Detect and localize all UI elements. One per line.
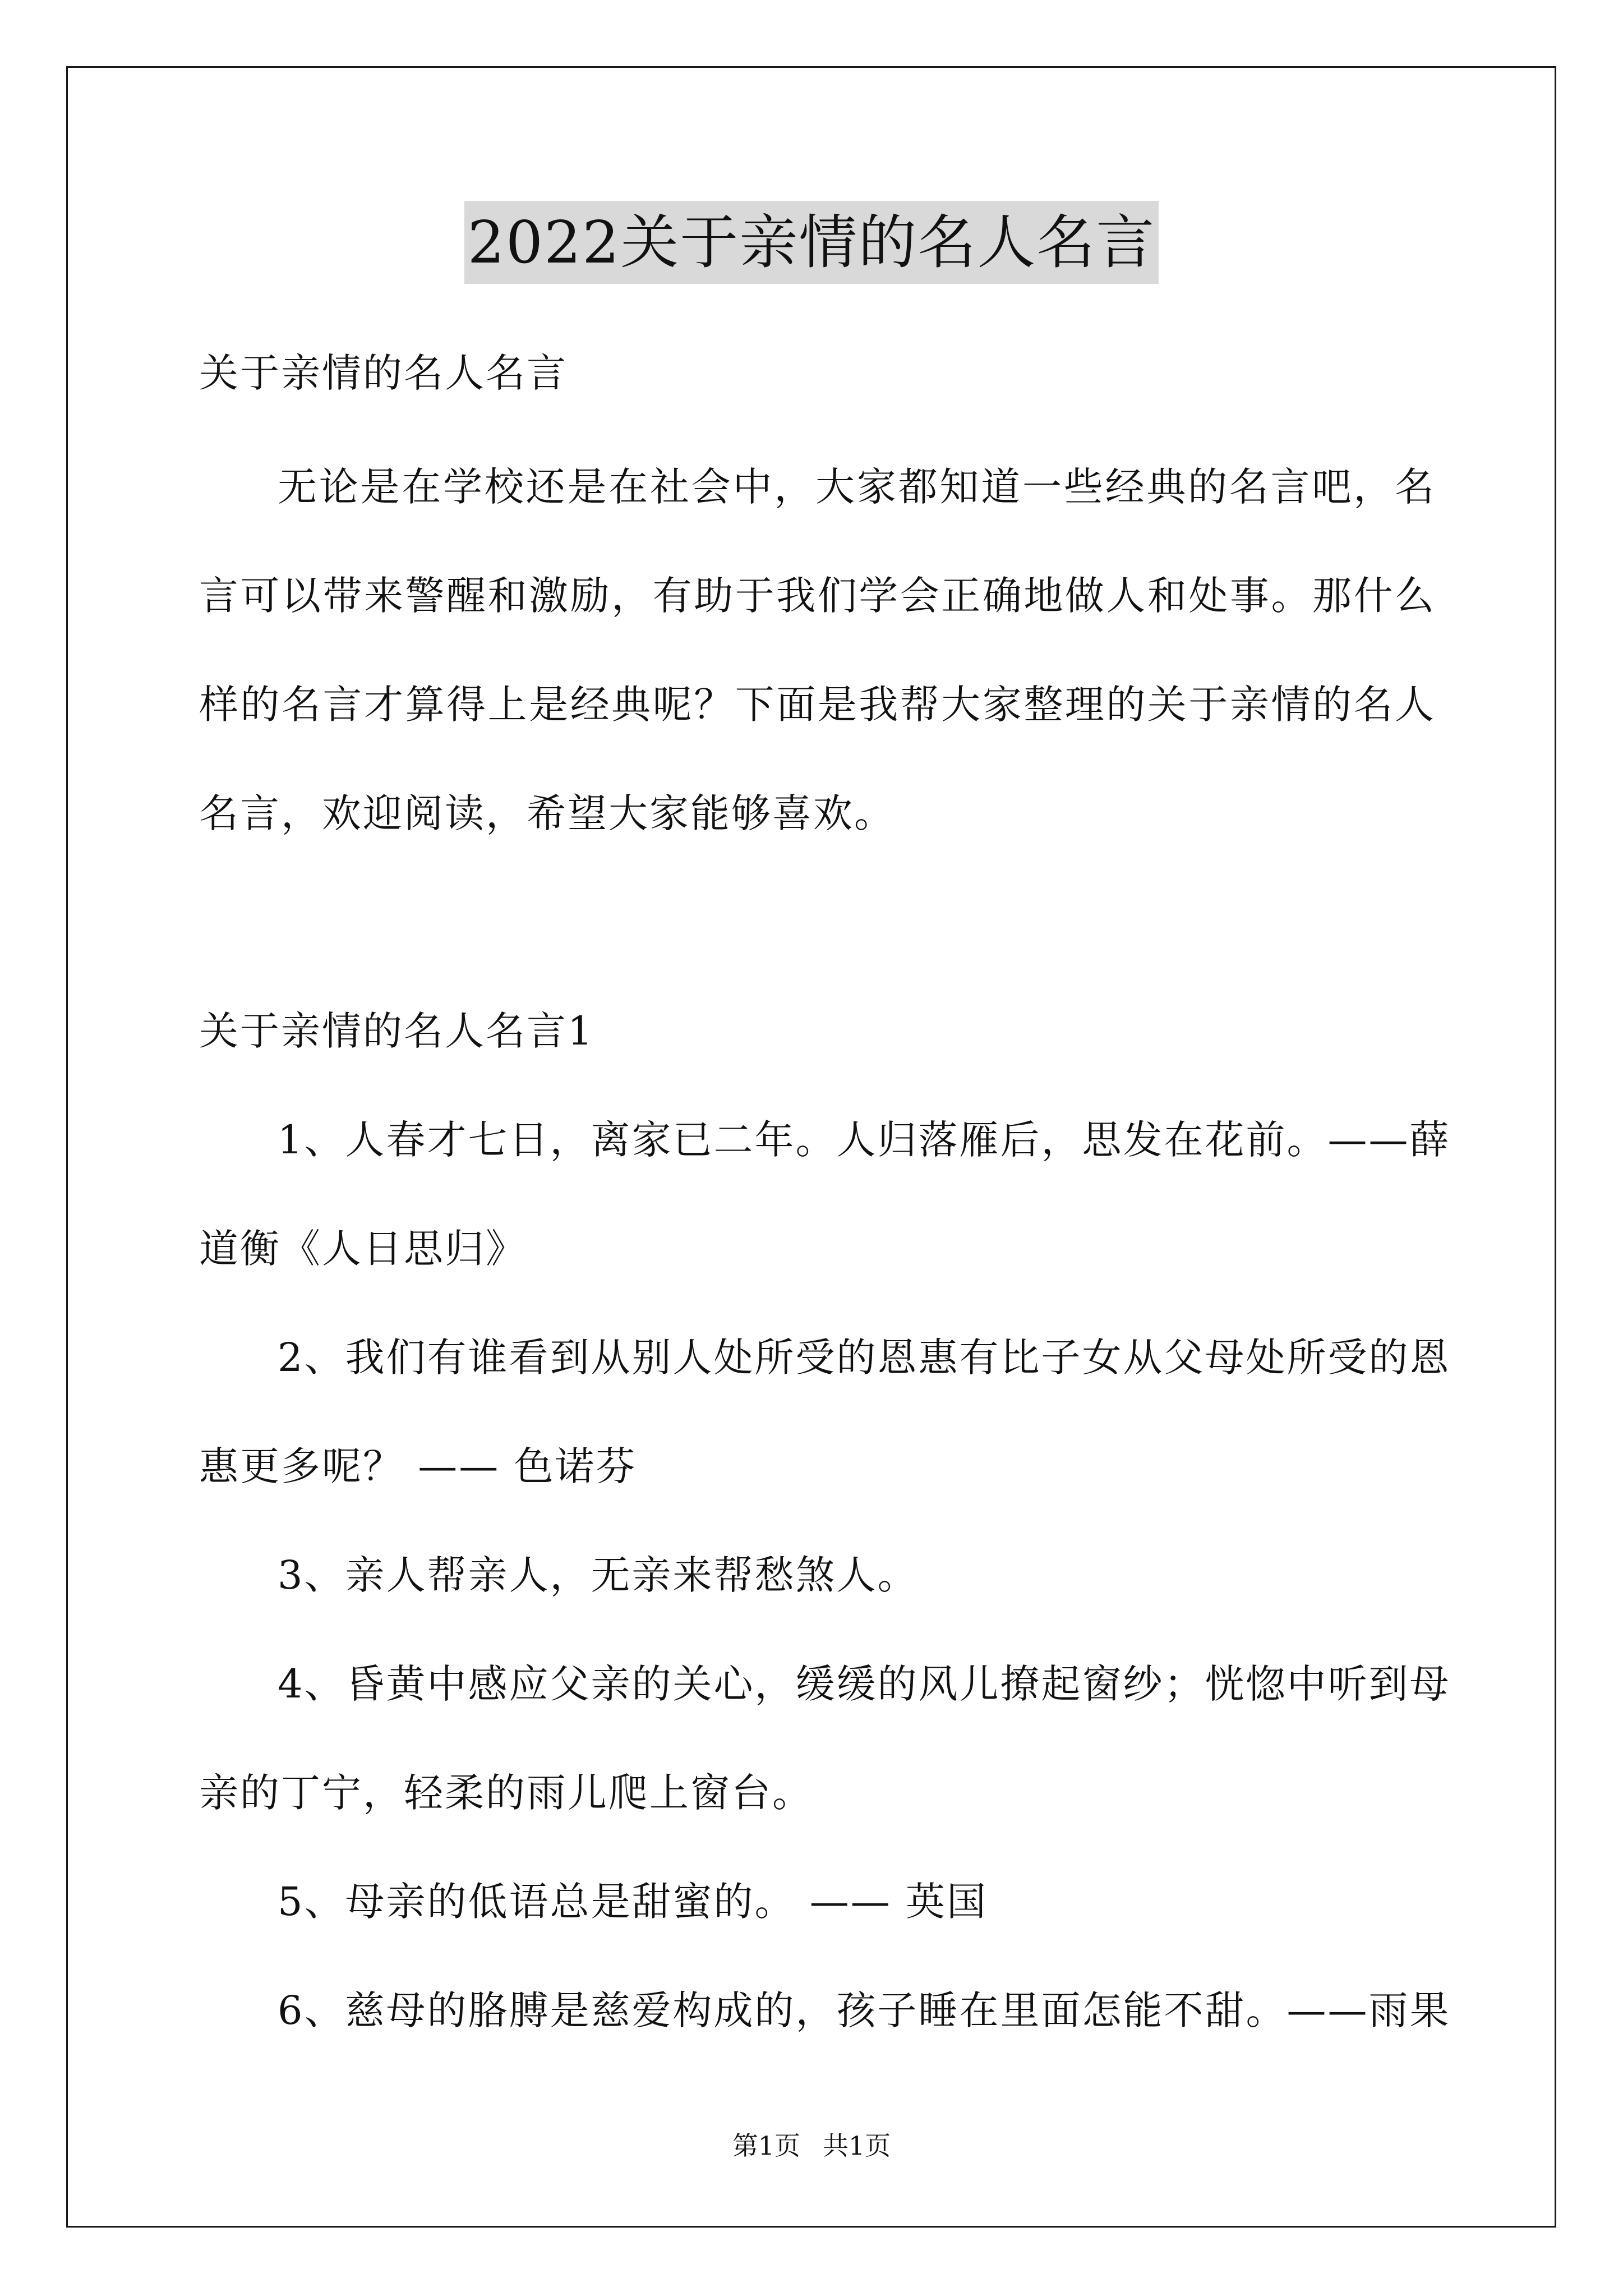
quote-line: 4、昏黄中感应父亲的关心，缓缓的风儿撩起窗纱；恍惚中听到母 [278, 1661, 1451, 1707]
quote-line: 1、人春才七日，离家已二年。人归落雁后，思发在花前。——薛 [278, 1117, 1451, 1163]
document-heading: 关于亲情的名人名言 [199, 350, 568, 396]
intro-line: 言可以带来警醒和激励，有助于我们学会正确地做人和处事。那什么 [199, 573, 1436, 619]
page-total: 共1页 [823, 2131, 891, 2161]
page-footer [0, 2129, 1623, 2162]
quote-line: 5、母亲的低语总是甜蜜的。 —— 英国 [278, 1879, 988, 1925]
page-number: 第1页 [732, 2131, 800, 2161]
intro-line: 样的名言才算得上是经典呢？下面是我帮大家整理的关于亲情的名人 [199, 682, 1436, 728]
quote-line: 3、亲人帮亲人，无亲来帮愁煞人。 [278, 1552, 919, 1598]
section-heading: 关于亲情的名人名言1 [199, 1008, 594, 1054]
title-wrap [0, 201, 1623, 284]
quote-line: 道衡《人日思归》 [199, 1226, 527, 1272]
quote-line: 6、慈母的胳膊是慈爱构成的，孩子睡在里面怎能不甜。——雨果 [278, 1987, 1451, 2033]
quote-line: 惠更多呢？ —— 色诺芬 [199, 1443, 637, 1489]
quote-line: 亲的丁宁，轻柔的雨儿爬上窗台。 [199, 1770, 813, 1816]
intro-line: 无论是在学校还是在社会中，大家都知道一些经典的名言吧，名 [278, 464, 1436, 510]
quote-line: 2、我们有谁看到从别人处所受的恩惠有比子女从父母处所受的恩 [278, 1335, 1451, 1381]
intro-line: 名言，欢迎阅读，希望大家能够喜欢。 [199, 790, 895, 836]
document-title: 2022关于亲情的名人名言 [464, 201, 1159, 284]
